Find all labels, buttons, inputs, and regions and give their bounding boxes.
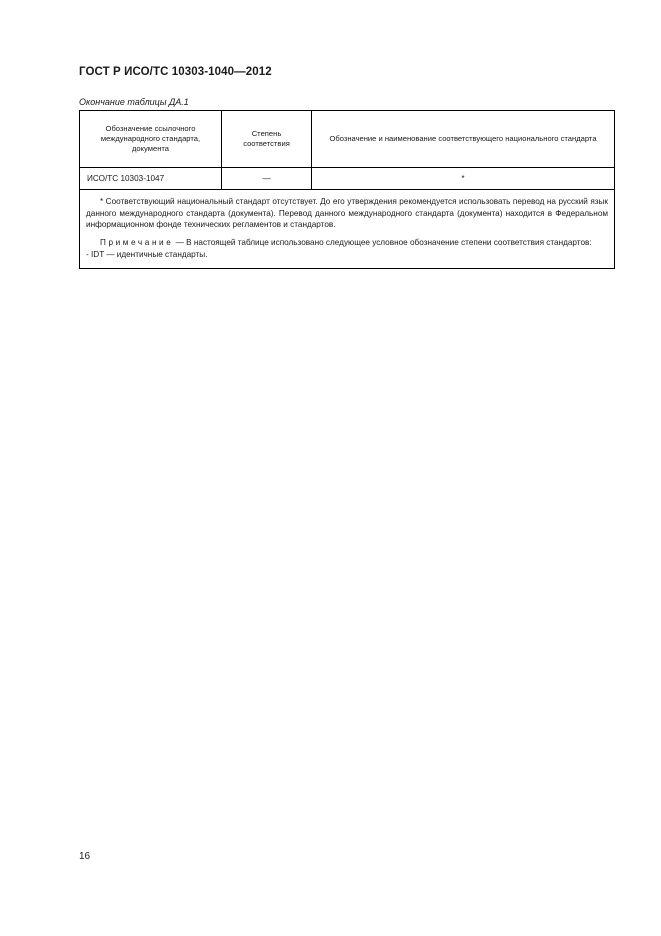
note-label: Примечание [100, 237, 174, 247]
column-header-reference-standard: Обозначение ссылочного международного стандарта, документа [80, 111, 222, 168]
standards-table [79, 110, 615, 269]
table-cell-degree: — [222, 168, 312, 190]
column-header-degree: Степень соответствия [222, 111, 312, 168]
table-header-row [80, 111, 615, 168]
table-cell-reference: ИСО/ТС 10303-1047 [80, 168, 222, 190]
document-title: ГОСТ Р ИСО/ТС 10303-1040—2012 [79, 66, 272, 78]
table-row [80, 168, 615, 190]
note-text: — В настоящей таблице использовано следующее условное обозначение степени соответствия стандартов: [175, 237, 592, 247]
table-caption: Окончание таблицы ДА.1 [79, 97, 189, 107]
table-cell-national: * [312, 168, 615, 190]
table-footnote: * Соответствующий национальный стандарт отсутствует. До его утверждения рекомендуется использовать перевод на русский язык данного международного стандарта (документа). Перевод данного международного стандарта (документа) находится в Федеральном информационном фонде технических регламентов и стандартов. [86, 197, 608, 230]
table-notes-row [80, 190, 615, 269]
page-number: 16 [79, 851, 91, 862]
table-notes-cell [80, 190, 615, 269]
table-note [86, 237, 608, 249]
column-header-national-standard: Обозначение и наименование соответствующего национального стандарта [312, 111, 615, 168]
legend-item: - IDT — идентичные стандарты. [86, 249, 208, 259]
